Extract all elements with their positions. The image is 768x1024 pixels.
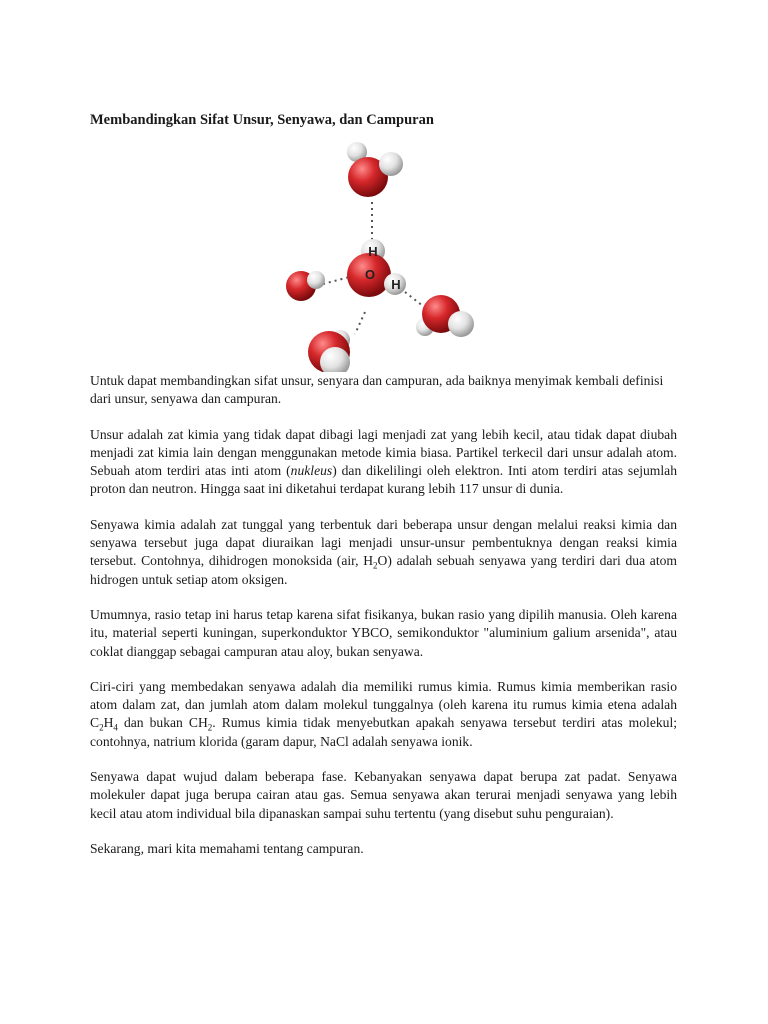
document-title: Membandingkan Sifat Unsur, Senyawa, dan Campuran [90, 112, 434, 128]
paragraph-campuran: Sekarang, mari kita memahami tentang campuran. [90, 840, 364, 856]
water-molecule-center [347, 239, 406, 297]
hydrogen-label-top: H [368, 244, 378, 259]
document-page [90, 110, 678, 856]
water-molecule-top [347, 142, 403, 197]
water-molecule-right [416, 295, 474, 337]
water-molecule-bottom [308, 330, 350, 372]
water-molecule-left [286, 271, 325, 301]
oxygen-label: O [364, 267, 376, 282]
hydrogen-label-right: H [391, 277, 401, 292]
paragraph-intro: Untuk dapat membandingkan sifat unsur, senyara dan campuran, ada baiknya menyimak kembali definisi dari unsur, senyawa dan campuran. [90, 373, 664, 407]
paragraph-rasio: Umumnya, rasio tetap ini harus tetap karena sifat fisikanya, bukan rasio yang dipilih manusia. Oleh karena itu, material seperti kuningan, superkonduktor YBCO, semikonduktor "aluminium galium arsenida", atau coklat dianggap sebagai campuran atau aloy, bukan senyawa. [90, 606, 677, 659]
water-molecule-figure [285, 142, 485, 372]
paragraph-fase: Senyawa dapat wujud dalam beberapa fase. Kebanyakan senyawa dapat berupa zat padat. Senyawa molekuler dapat juga berupa cairan atau gas. Semua senyawa akan terurai menjadi senyawa yang lebih kecil atau atom individual bila dipanaskan sampai suhu tertentu (yang disebut suhu penguraian). [90, 769, 677, 821]
paragraph-unsur: Unsur adalah zat kimia yang tidak dapat dibagi lagi menjadi zat yang lebih kecil, atau tidak dapat diubah menjadi zat kimia lain dengan menggunakan metode kimia biasa. Partikel terkecil dari unsur adalah atom. Sebuah atom terdiri atas inti atom (nukleus) dan dikelilingi oleh elektron. Inti atom terdiri atas sejumlah proton dan neutron. Hingga saat ini diketahui terdapat kurang lebih 117 unsur di dunia. [90, 426, 677, 497]
paragraph-ciri-ciri: Ciri-ciri yang membedakan senyawa adalah dia memiliki rumus kimia. Rumus kimia memberikan rasio atom dalam zat, dan jumlah atom dalam molekul tunggalnya (oleh karena itu rumus kimia etena adalah $C_2H_4$ dan bukan $CH_2$. Rumus kimia tidak menyebutkan apakah senyawa tersebut terdiri atas molekul; contohnya, natrium klorida (garam dapur, NaCl adalah senyawa ionik. [90, 678, 678, 749]
paragraph-senyawa: Senyawa kimia adalah zat tunggal yang terbentuk dari beberapa unsur dengan melalui reaksi kimia dan senyawa tersebut juga dapat diuraikan lagi menjadi unsur-unsur pembentuknya dengan reaksi kimia tersebut. Contohnya, dihidrogen monoksida (air, $H_2O$) adalah sebuah senyawa yang terdiri dari dua atom hidrogen untuk setiap atom oksigen. [90, 516, 677, 587]
body-text [90, 372, 677, 875]
